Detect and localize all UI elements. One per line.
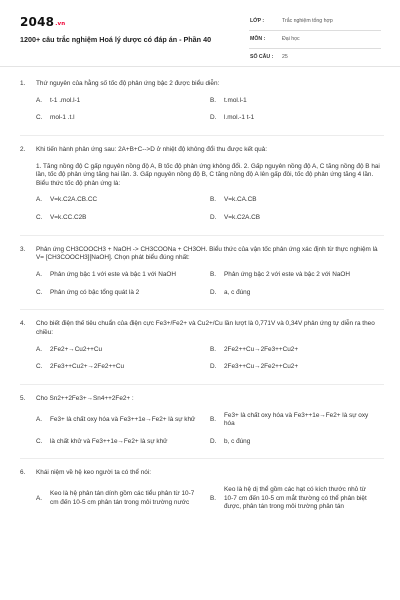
header-divider	[0, 66, 400, 67]
question-6	[20, 469, 384, 512]
question-text: Cho biết điện thế tiêu chuẩn của điện cực Fe3+/Fe2+ và Cu2+/Cu lần lượt là 0,771V và 0,34V phản ứng tự diễn ra theo chiều:	[36, 320, 375, 336]
option-letter: C.	[36, 114, 43, 122]
options	[36, 412, 384, 447]
option-letter: B.	[210, 96, 217, 104]
option-letter: B.	[210, 196, 217, 204]
option-a[interactable]	[36, 97, 210, 106]
option-text: Phản ứng có bậc tổng quát là 2	[50, 288, 140, 296]
option-text: V=k.C2A.CB	[224, 214, 261, 222]
option-b[interactable]	[210, 196, 384, 205]
question-divider	[20, 458, 384, 459]
option-c[interactable]	[36, 363, 210, 372]
question-number: 3.	[20, 245, 26, 253]
option-text: Fe3+ là chất oxy hóa và Fe3++1e→Fe2+ là sự oxy hóa	[224, 411, 369, 428]
option-letter: B.	[210, 345, 217, 353]
option-letter: D.	[210, 214, 217, 222]
logo-main: 2048	[20, 15, 55, 29]
options	[36, 346, 384, 372]
question-5	[20, 395, 384, 447]
option-b[interactable]	[210, 271, 384, 280]
question-1	[20, 80, 384, 123]
option-text: t.mol.l-1	[224, 96, 247, 104]
option-text: Phản ứng bậc 1 với este và bậc 1 với NaOH	[50, 271, 176, 279]
question-list	[20, 80, 384, 524]
question-number: 5.	[20, 394, 26, 402]
option-letter: D.	[210, 288, 217, 296]
option-letter: A.	[36, 415, 43, 423]
option-letter: B.	[210, 271, 217, 279]
option-letter: C.	[36, 363, 43, 371]
option-letter: D.	[210, 114, 217, 122]
meta-value: Trắc nghiệm tổng hợp	[281, 13, 381, 31]
question-text: Thứ nguyên của hằng số tốc độ phản ứng bậc 2 được biểu diễn:	[36, 80, 220, 87]
option-letter: A.	[36, 494, 43, 502]
option-d[interactable]	[210, 363, 384, 372]
option-b[interactable]	[210, 486, 384, 512]
question-text: Cho Sn2++2Fe3+→Sn4++2Fe2+ :	[36, 394, 134, 402]
option-a[interactable]	[36, 486, 210, 512]
option-letter: C.	[36, 437, 43, 445]
question-text: Khi tiến hành phản ứng sau: 2A+B+C-->D ở nhiệt độ không đổi thu được kết quả:	[36, 145, 267, 153]
question-number: 6.	[20, 469, 26, 477]
option-letter: B.	[210, 415, 217, 423]
option-text: 2Fe2+→Cu2++Cu	[50, 345, 103, 353]
option-d[interactable]	[210, 438, 384, 447]
option-text: mol-1 .t.l	[50, 114, 75, 122]
option-text: l.mol.-1 t-1	[224, 114, 255, 122]
question-text: Khái niệm về hệ keo người ta có thể nói:	[36, 469, 152, 477]
option-a[interactable]	[36, 412, 210, 429]
option-d[interactable]	[210, 214, 384, 223]
question-divider	[20, 235, 384, 236]
question-number: 1.	[20, 80, 26, 87]
question-2	[20, 146, 384, 223]
option-letter: C.	[36, 288, 43, 296]
option-text: V=k.CA.CB	[224, 196, 257, 204]
option-text: Keo là hệ phân tán dính gồm các tiểu phân từ 10-7 cm đến 10-5 cm phân tán trong môi trường nước	[50, 490, 195, 507]
option-b[interactable]	[210, 412, 384, 429]
meta-row-subject	[249, 31, 381, 49]
question-divider	[20, 384, 384, 385]
meta-value: Đại học	[281, 31, 381, 49]
question-number: 2.	[20, 145, 26, 153]
options	[36, 196, 384, 222]
option-a[interactable]	[36, 271, 210, 280]
meta-label: SỐ CÂU :	[249, 49, 281, 67]
question-text: Phản ứng CH3COOCH3 + NaOH -> CH3COONa + CH3OH. Biểu thức của vận tốc phản ứng xác định từ thực nghiệm là V= [CH3COOCH3][NaOH]. Chọn phát biểu đúng nhất:	[36, 245, 378, 262]
option-letter: C.	[36, 214, 43, 222]
option-letter: D.	[210, 363, 217, 371]
logo-suffix: .vn	[55, 21, 66, 27]
document-title: 1200+ câu trắc nghiệm Hoá lý dược có đáp án - Phần 40	[20, 35, 212, 44]
meta-row-class	[249, 13, 381, 31]
option-a[interactable]	[36, 196, 210, 205]
option-text: 2Fe2++Cu→2Fe3++Cu2+	[224, 345, 299, 353]
option-text: b, c đúng	[224, 437, 251, 445]
option-text: Keo là hệ dị thể gồm các hạt có kích thước nhỏ từ 10-7 cm đến 10-5 cm mắt thường có thể phân biệt được, phân tán trong môi trường phân tán	[224, 486, 367, 511]
option-text: 2Fe3++Cu→2Fe2++Cu2+	[224, 363, 299, 371]
option-text: Fe3+ là chất oxy hóa và Fe3++1e→Fe2+ là sự khử	[50, 415, 196, 423]
question-3	[20, 246, 384, 298]
option-text: V=k.C2A.CB.CC	[50, 196, 98, 204]
question-4	[20, 320, 384, 372]
option-letter: A.	[36, 196, 43, 204]
options	[36, 486, 384, 512]
option-letter: A.	[36, 271, 43, 279]
meta-label: LỚP :	[249, 13, 281, 31]
option-b[interactable]	[210, 97, 384, 106]
page-header	[0, 0, 400, 66]
options	[36, 271, 384, 297]
option-c[interactable]	[36, 214, 210, 223]
option-text: V=k.CC.C2B	[50, 214, 87, 222]
options	[36, 97, 384, 123]
option-letter: A.	[36, 96, 43, 104]
meta-table	[249, 13, 381, 67]
option-c[interactable]	[36, 289, 210, 298]
option-text: là chất khử và Fe3++1e→Fe2+ là sự khử	[50, 437, 168, 445]
option-letter: B.	[210, 494, 217, 502]
question-number: 4.	[20, 320, 26, 328]
option-c[interactable]	[36, 114, 210, 123]
option-d[interactable]	[210, 289, 384, 298]
question-divider	[20, 309, 384, 310]
option-d[interactable]	[210, 114, 384, 123]
site-logo[interactable]	[20, 14, 65, 30]
question-detail: 1. Tăng nồng độ C gấp nguyên nồng độ A, B tốc độ phản ứng không đổi. 2. Gấp nguyên nồng độ A, C tăng nồng độ B hai lần, tốc độ phản ứng tăng hai lần. 3. Gấp nguyên nồng độ B, C tăng nồng độ A lên gấp đôi, tốc độ phản ứng tăng 4 lần. Biểu thức tốc độ phản ứng là:	[36, 162, 380, 187]
option-text: Phản ứng bậc 2 với este và bậc 2 với NaOH	[224, 271, 350, 279]
meta-value: 25	[281, 49, 381, 67]
question-divider	[20, 135, 384, 136]
meta-row-count	[249, 49, 381, 67]
option-text: t-1 .mol.l-1	[50, 96, 81, 104]
option-text: 2Fe3++Cu2+→2Fe2++Cu	[50, 363, 125, 371]
option-letter: A.	[36, 345, 43, 353]
meta-label: MÔN :	[249, 31, 281, 49]
option-c[interactable]	[36, 438, 210, 447]
option-b[interactable]	[210, 346, 384, 355]
option-text: a, c đúng	[224, 288, 251, 296]
option-a[interactable]	[36, 346, 210, 355]
option-letter: D.	[210, 437, 217, 445]
